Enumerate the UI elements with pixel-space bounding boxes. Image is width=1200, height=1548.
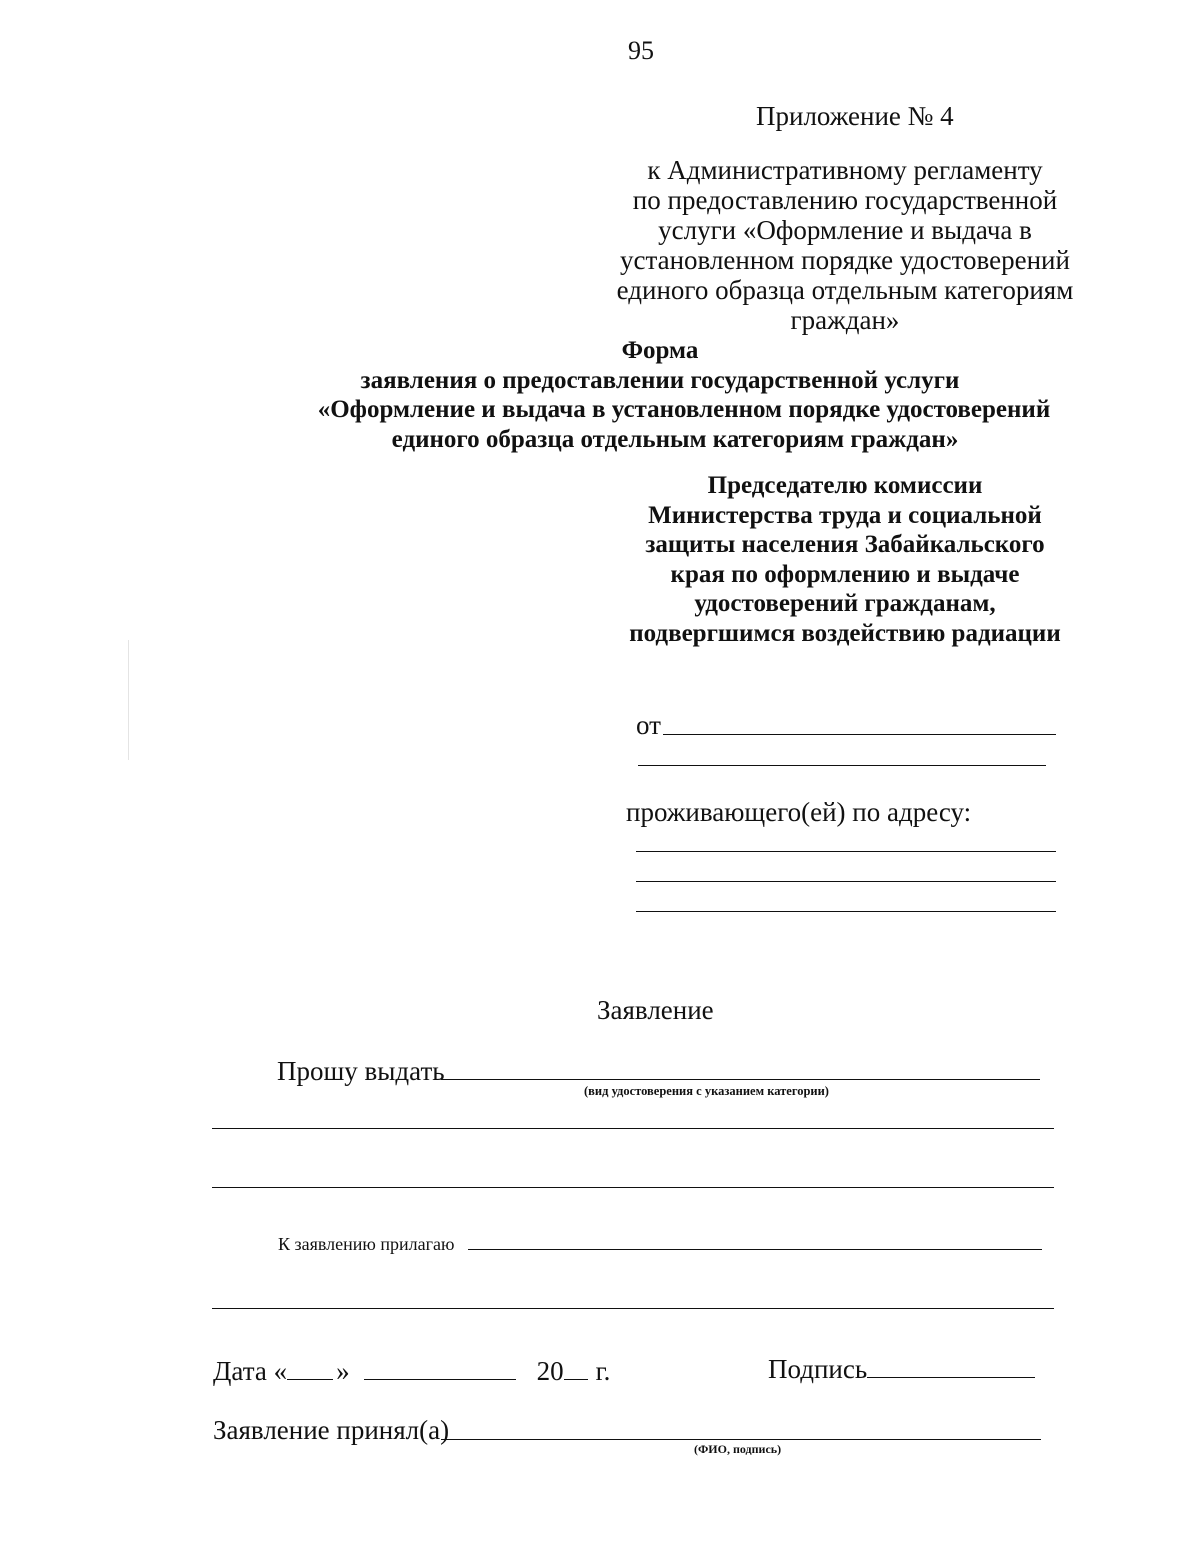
addressee-line: Председателю комиссии: [707, 472, 983, 499]
addressee-line: Министерства труда и социальной: [648, 501, 1042, 529]
addressee-line: удостоверений гражданам,: [694, 590, 996, 617]
date-month-field[interactable]: [364, 1357, 516, 1380]
signature-label: Подпись: [768, 1354, 868, 1384]
form-title-line: заявления о предоставлении государственной услуги: [360, 366, 960, 394]
accepted-label: Заявление принял(а): [213, 1415, 450, 1445]
request-field-note: (вид удостоверения с указанием категории): [584, 1084, 829, 1098]
attach-label: К заявлению прилагаю: [278, 1234, 455, 1254]
appendix-line: по предоставлению государственной: [632, 185, 1058, 215]
request-field-2[interactable]: [212, 1128, 1054, 1129]
appendix-line: граждан»: [790, 305, 900, 335]
address-field-3[interactable]: [636, 911, 1056, 912]
form-title: [260, 336, 1130, 454]
form-title-line: «Оформление и выдача в установленном порядке удостоверений: [317, 396, 1051, 423]
date-year-suffix: г.: [595, 1356, 611, 1386]
page-number: 95: [628, 36, 654, 65]
appendix-subtitle: [600, 155, 1090, 335]
appendix-line: к Административному регламенту: [647, 155, 1043, 185]
from-name-field-2[interactable]: [638, 765, 1046, 766]
attach-field[interactable]: [468, 1249, 1042, 1250]
addressee-block: [610, 471, 1080, 648]
appendix-line: установленном порядке удостоверений: [620, 245, 1070, 275]
date-year-prefix: 20: [536, 1356, 564, 1386]
signature-field[interactable]: [867, 1355, 1035, 1378]
date-day-field[interactable]: [287, 1357, 333, 1380]
appendix-line: единого образца отдельным категориям: [616, 275, 1074, 305]
statement-title: Заявление: [597, 995, 714, 1025]
request-field[interactable]: [441, 1079, 1040, 1080]
date-year-field[interactable]: [564, 1357, 588, 1380]
accepted-field-note: (ФИО, подпись): [694, 1442, 782, 1456]
form-title-line: единого образца отдельным категориям граждан»: [391, 425, 959, 453]
date-prefix: Дата «: [213, 1356, 288, 1386]
appendix-line: услуги «Оформление и выдача в: [658, 215, 1032, 245]
accepted-field[interactable]: [441, 1439, 1041, 1440]
scan-margin-mark: [128, 640, 129, 760]
addressee-line: подвергшимся воздействию радиации: [629, 619, 1061, 647]
attach-field-2[interactable]: [212, 1308, 1054, 1309]
from-label: от: [636, 710, 661, 740]
addressee-line: края по оформлению и выдаче: [670, 560, 1020, 588]
address-label: проживающего(ей) по адресу:: [626, 797, 972, 827]
address-field-1[interactable]: [636, 851, 1056, 852]
from-name-field[interactable]: [663, 734, 1056, 735]
addressee-line: защиты населения Забайкальского: [645, 531, 1045, 558]
request-label: Прошу выдать: [277, 1056, 445, 1086]
form-heading: Форма: [621, 337, 699, 364]
date-row: [213, 1356, 610, 1386]
address-field-2[interactable]: [636, 881, 1056, 882]
appendix-title: Приложение № 4: [756, 101, 954, 131]
signature-row: [768, 1354, 1035, 1384]
date-quote-close: »: [336, 1356, 350, 1386]
request-field-3[interactable]: [212, 1187, 1054, 1188]
